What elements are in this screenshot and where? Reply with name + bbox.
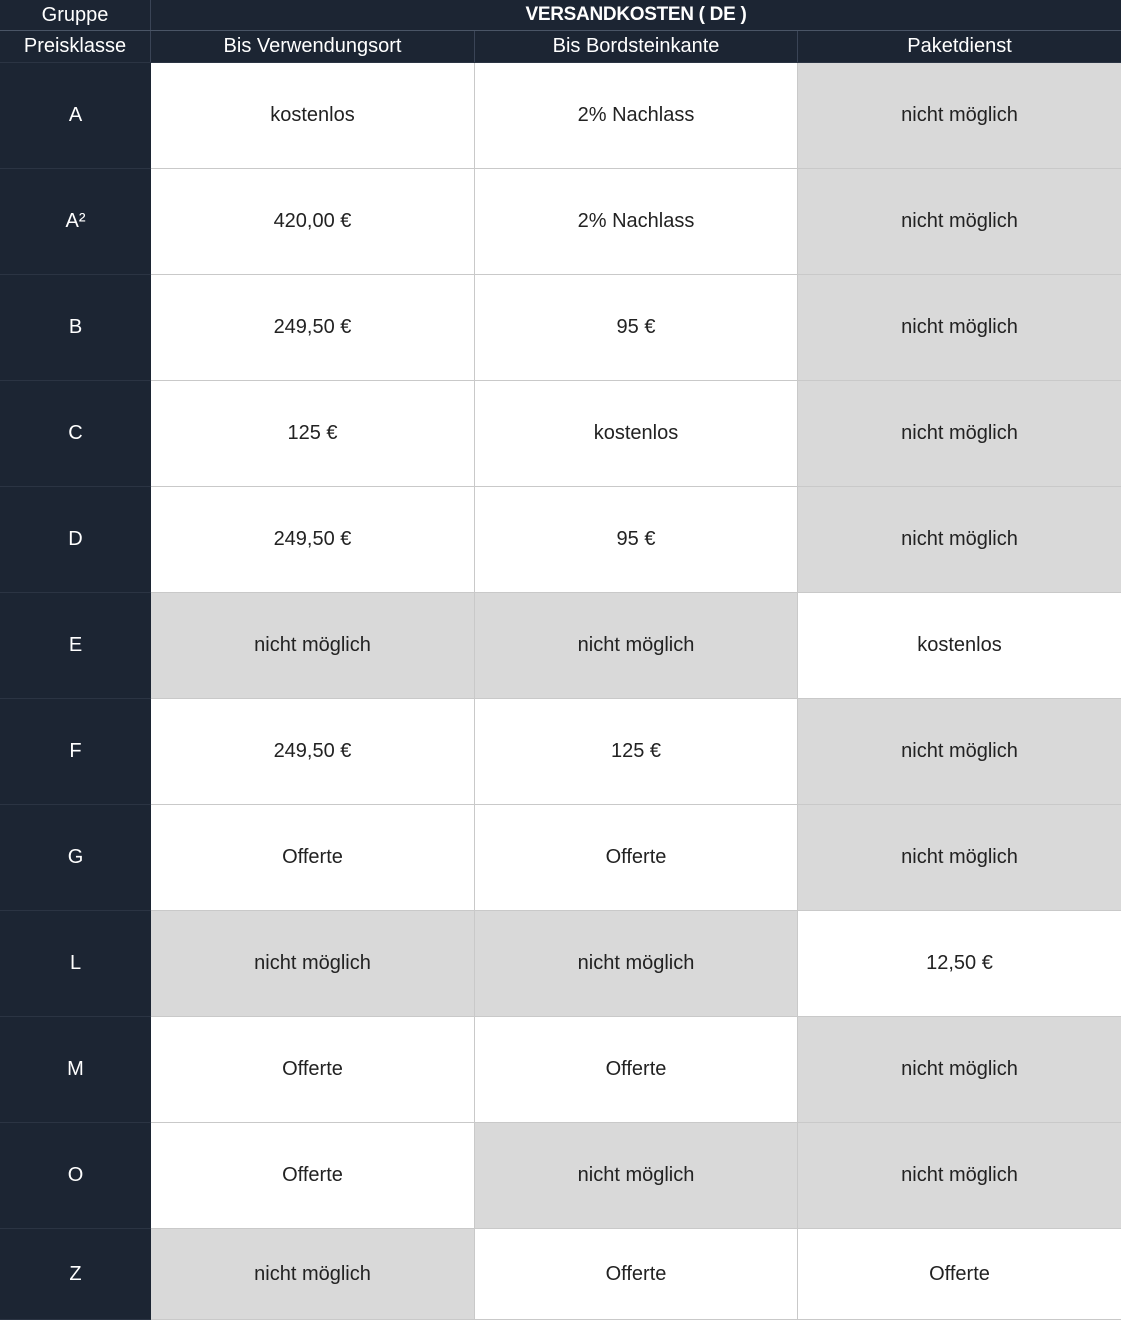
curbside-cost-cell: nicht möglich bbox=[475, 911, 798, 1017]
table-body bbox=[0, 63, 1121, 1320]
table-row bbox=[0, 63, 1121, 169]
price-class-header: Preisklasse bbox=[23, 35, 127, 57]
parcel-service-cost-cell: 12,50 € bbox=[798, 911, 1121, 1017]
table-row bbox=[0, 1017, 1121, 1123]
price-class-cell: C bbox=[0, 381, 151, 487]
column-header-curbside: Bis Bordsteinkante bbox=[552, 35, 720, 57]
destination-cost-cell: Offerte bbox=[151, 805, 475, 911]
destination-cost-cell: kostenlos bbox=[151, 63, 475, 169]
parcel-service-cost-cell: nicht möglich bbox=[798, 487, 1121, 593]
table-row bbox=[0, 699, 1121, 805]
curbside-cost-cell: 95 € bbox=[475, 487, 798, 593]
price-class-cell: F bbox=[0, 699, 151, 805]
table-row bbox=[0, 593, 1121, 699]
price-class-cell: A² bbox=[0, 169, 151, 275]
curbside-cost-cell: Offerte bbox=[475, 1229, 798, 1320]
curbside-cost-cell: nicht möglich bbox=[475, 593, 798, 699]
table-row bbox=[0, 169, 1121, 275]
curbside-cost-cell: Offerte bbox=[475, 1017, 798, 1123]
destination-cost-cell: 249,50 € bbox=[151, 275, 475, 381]
parcel-service-cost-cell: nicht möglich bbox=[798, 805, 1121, 911]
destination-cost-cell: 249,50 € bbox=[151, 487, 475, 593]
price-class-cell: O bbox=[0, 1123, 151, 1229]
price-class-cell: A bbox=[0, 63, 151, 169]
column-header-destination: Bis Verwendungsort bbox=[223, 35, 402, 57]
parcel-service-cost-cell: kostenlos bbox=[798, 593, 1121, 699]
parcel-service-cost-cell: nicht möglich bbox=[798, 169, 1121, 275]
price-class-cell: D bbox=[0, 487, 151, 593]
table-row bbox=[0, 381, 1121, 487]
curbside-cost-cell: 2% Nachlass bbox=[475, 169, 798, 275]
destination-cost-cell: Offerte bbox=[151, 1123, 475, 1229]
destination-cost-cell: Offerte bbox=[151, 1017, 475, 1123]
destination-cost-cell: nicht möglich bbox=[151, 911, 475, 1017]
parcel-service-cost-cell: nicht möglich bbox=[798, 1123, 1121, 1229]
parcel-service-cost-cell: nicht möglich bbox=[798, 1017, 1121, 1123]
parcel-service-cost-cell: Offerte bbox=[798, 1229, 1121, 1320]
price-class-cell: B bbox=[0, 275, 151, 381]
parcel-service-cost-cell: nicht möglich bbox=[798, 63, 1121, 169]
parcel-service-cost-cell: nicht möglich bbox=[798, 699, 1121, 805]
price-class-cell: E bbox=[0, 593, 151, 699]
price-class-cell: L bbox=[0, 911, 151, 1017]
parcel-service-cost-cell: nicht möglich bbox=[798, 275, 1121, 381]
table-row bbox=[0, 911, 1121, 1017]
table-row bbox=[0, 805, 1121, 911]
column-header-parcel-service: Paketdienst bbox=[907, 35, 1012, 57]
table-row bbox=[0, 275, 1121, 381]
table-row bbox=[0, 1123, 1121, 1229]
table-title: VERSANDKOSTEN ( DE ) bbox=[525, 4, 747, 25]
table-row bbox=[0, 1229, 1121, 1320]
parcel-service-cost-cell: nicht möglich bbox=[798, 381, 1121, 487]
destination-cost-cell: nicht möglich bbox=[151, 1229, 475, 1320]
price-class-cell: M bbox=[0, 1017, 151, 1123]
curbside-cost-cell: 125 € bbox=[475, 699, 798, 805]
destination-cost-cell: 249,50 € bbox=[151, 699, 475, 805]
table-header-columns bbox=[0, 31, 1121, 63]
table-header-top bbox=[0, 0, 1121, 31]
destination-cost-cell: 420,00 € bbox=[151, 169, 475, 275]
curbside-cost-cell: nicht möglich bbox=[475, 1123, 798, 1229]
price-class-cell: Z bbox=[0, 1229, 151, 1320]
destination-cost-cell: nicht möglich bbox=[151, 593, 475, 699]
curbside-cost-cell: 2% Nachlass bbox=[475, 63, 798, 169]
destination-cost-cell: 125 € bbox=[151, 381, 475, 487]
price-class-cell: G bbox=[0, 805, 151, 911]
curbside-cost-cell: Offerte bbox=[475, 805, 798, 911]
group-header: Gruppe bbox=[41, 3, 109, 26]
curbside-cost-cell: kostenlos bbox=[475, 381, 798, 487]
table-row bbox=[0, 487, 1121, 593]
curbside-cost-cell: 95 € bbox=[475, 275, 798, 381]
